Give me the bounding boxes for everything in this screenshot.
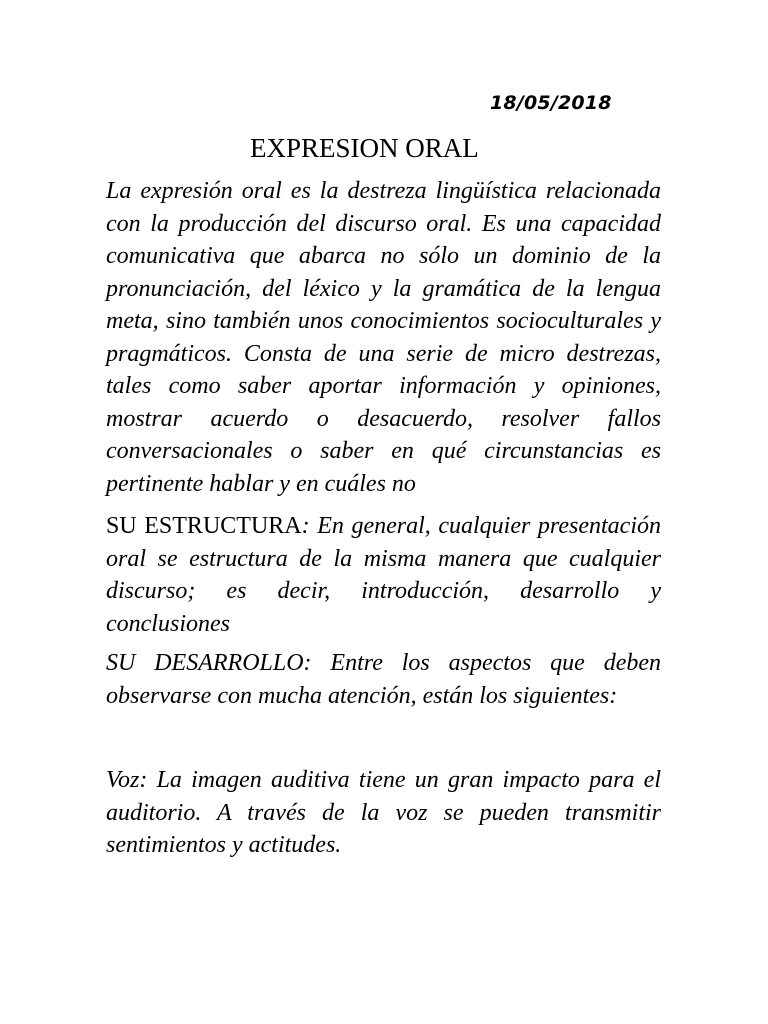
structure-colon: : bbox=[301, 513, 310, 539]
voice-paragraph bbox=[106, 764, 661, 862]
development-text: Entre los aspectos que deben observarse con mucha atención, están los siguientes: bbox=[106, 650, 662, 709]
development-label: SU DESARROLLO: bbox=[106, 650, 312, 676]
voice-label: Voz: bbox=[106, 767, 148, 793]
development-paragraph bbox=[106, 647, 661, 712]
document-title: EXPRESION ORAL bbox=[250, 133, 479, 163]
voice-text: La imagen auditiva tiene un gran impacto para el auditorio. A través de la voz se pueden transmitir sentimientos y actitudes. bbox=[106, 767, 661, 858]
document-date: 18/05/2018 bbox=[490, 92, 612, 114]
structure-paragraph bbox=[106, 510, 661, 640]
structure-label: SU ESTRUCTURA bbox=[106, 513, 302, 539]
intro-paragraph: La expresión oral es la destreza lingüística relacionada con la producción del discurso oral. Es una capacidad comunicativa que abarca no sólo un dominio de la pronunciación, del léxico y la gramática de la lengua meta, sino también unos conocimientos socioculturales y pragmáticos. Consta de una serie de micro destrezas, tales como saber aportar información y opiniones, mostrar acuerdo o desacuerdo, resolver fallos conversacionales o saber en qué circunstancias es pertinente hablar y en cuáles no bbox=[106, 178, 661, 497]
structure-text: En general, cualquier presentación oral se estructura de la misma manera que cualquier discurso; es decir, introducción, desarrollo y conclusiones bbox=[106, 513, 661, 637]
